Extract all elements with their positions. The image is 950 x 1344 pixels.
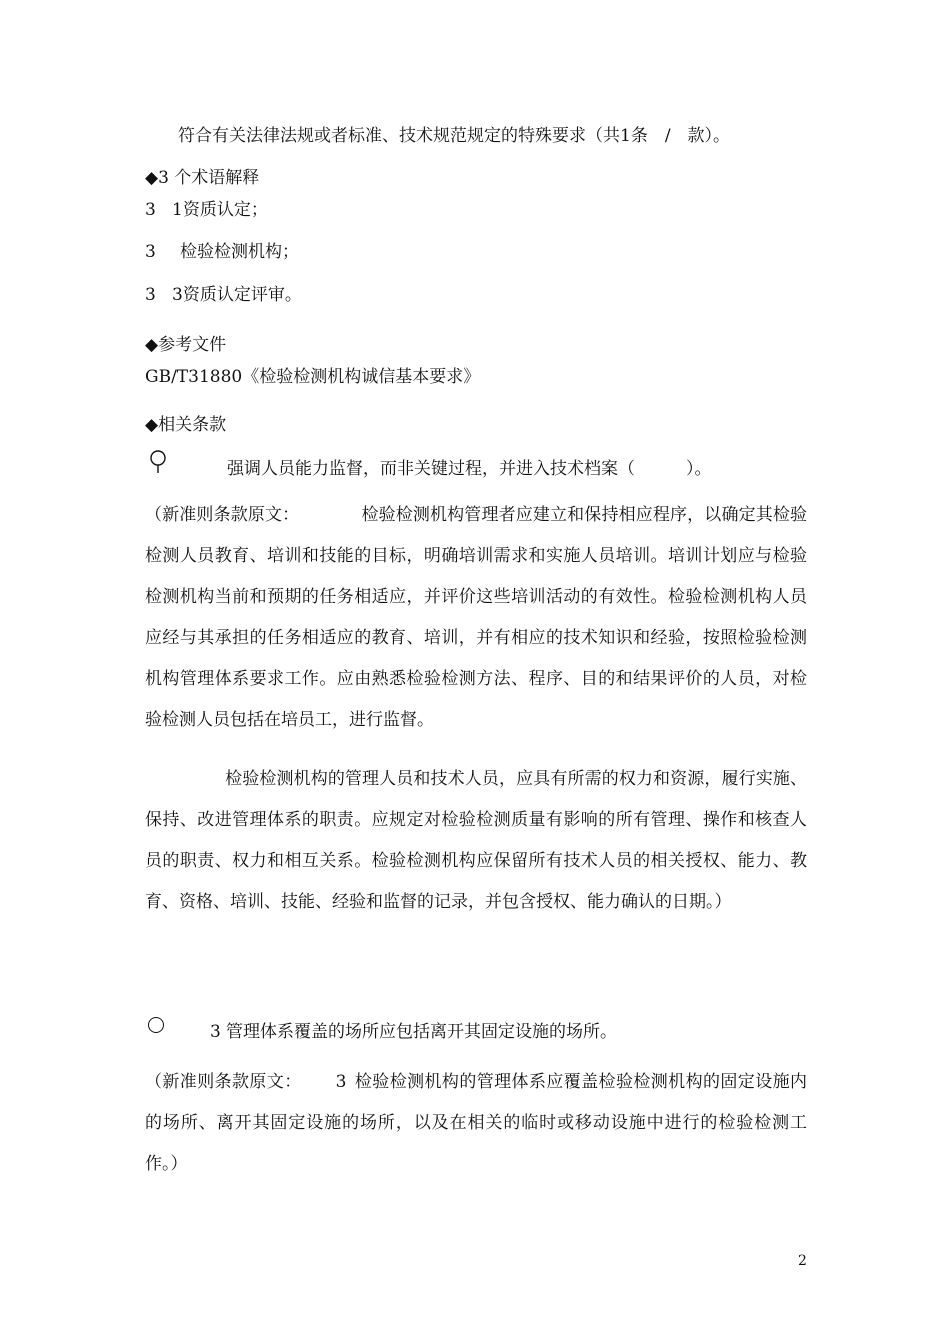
related-item-1: 强调人员能力监督，而非关键过程，并进入技术档案（ ）。 (227, 459, 712, 479)
clause-3-number: 3 (335, 1072, 347, 1092)
circle-bullet-icon (148, 1017, 164, 1033)
pin-icon (148, 450, 168, 474)
term-3-number: 3 (145, 285, 156, 305)
terms-heading: ◆3 个术语解释 (145, 168, 260, 188)
clause-original-text-2 (145, 759, 807, 923)
clause-2-body: 检验检测机构的管理人员和技术人员，应具有所需的权力和资源，履行实施、保持、改进管理体系的职责。应规定对检验检测质量有影响的所有管理、操作和核查人员的职责、权力和相互关系。检验检测机构应保留所有技术人员的相关授权、能力、教育、资格、培训、技能、经验和监督的记录，并包含授权、能力确认的日期。） (145, 769, 807, 912)
term-3-text: 3资质认定评审。 (172, 285, 302, 305)
term-1-text: 1资质认定； (172, 200, 268, 220)
clause-3-lead: （新准则条款原文： (145, 1072, 302, 1092)
special-requirements-line: 符合有关法律法规或者标准、技术规范规定的特殊要求（共1条 / 款）。 (178, 126, 731, 146)
related-clauses-heading: ◆相关条款 (145, 415, 227, 435)
clause-original-text-3 (145, 1062, 807, 1185)
references-heading: ◆参考文件 (145, 335, 227, 355)
term-2-text: 检验检测机构； (180, 242, 299, 262)
clause-3-body: 检验检测机构的管理体系应覆盖检验检测机构的固定设施内的场所、离开其固定设施的场所，以及在相关的临时或移动设施中进行的检验检测工作。） (145, 1072, 808, 1174)
term-1-number: 3 (145, 200, 156, 220)
term-2-number: 3 (145, 242, 156, 262)
related-item-2-number: 3 (210, 1022, 221, 1042)
clause-1-body: 检验检测机构管理者应建立和保持相应程序，以确定其检验检测人员教育、培训和技能的目标，明确培训需求和实施人员培训。培训计划应与检验检测机构当前和预期的任务相适应，并评价这些培训活动的有效性。检验检测机构人员应经与其承担的任务相适应的教育、培训，并有相应的技术知识和经验，按照检验检测机构管理体系要求工作。应由熟悉检验检测方法、程序、目的和结果评价的人员，对检验检测人员包括在培员工，进行监督。 (145, 505, 808, 730)
clause-1-lead: （新准则条款原文： (145, 505, 300, 525)
related-item-2: 管理体系覆盖的场所应包括离开其固定设施的场所。 (226, 1022, 617, 1042)
clause-original-text-1 (145, 495, 807, 741)
reference-1: GB/T31880《检验检测机构诚信基本要求》 (145, 367, 481, 387)
page-number: 2 (798, 1253, 807, 1269)
